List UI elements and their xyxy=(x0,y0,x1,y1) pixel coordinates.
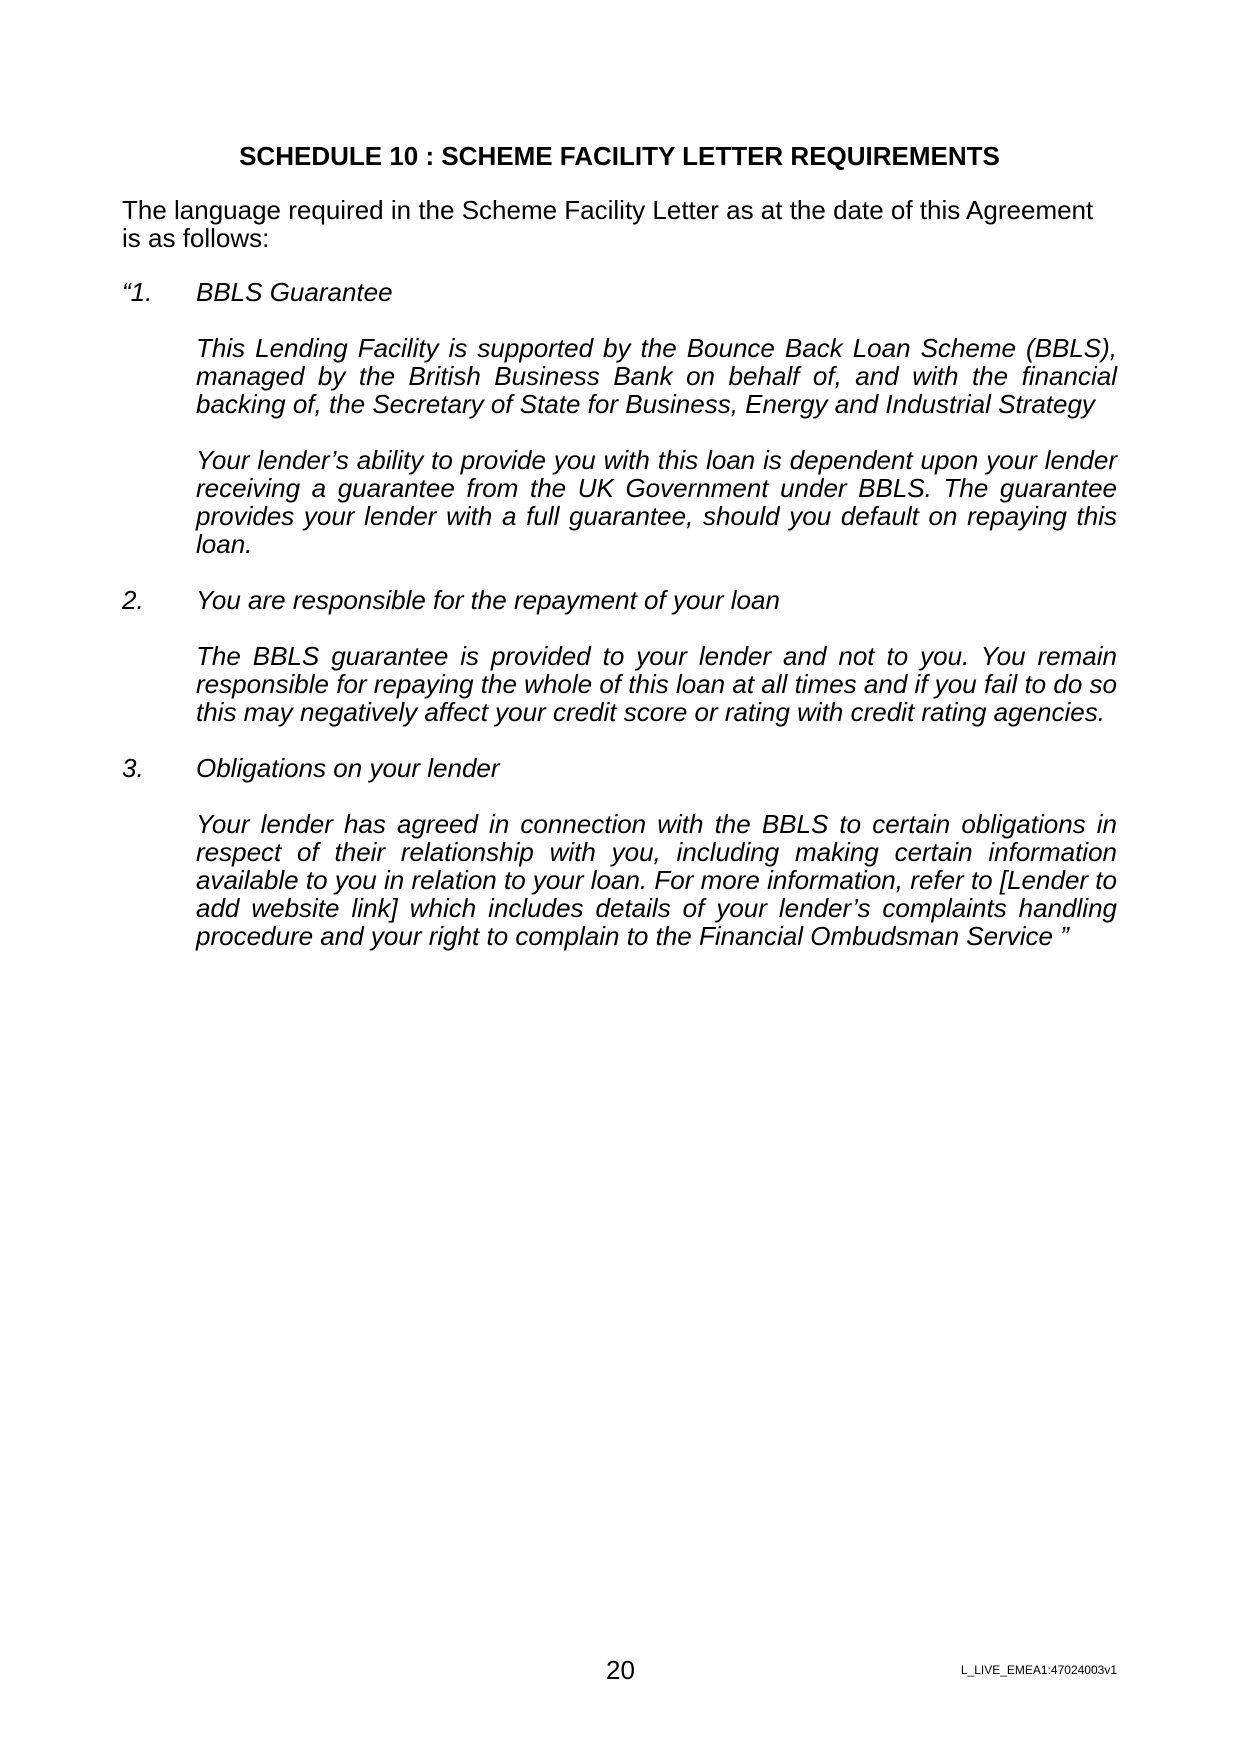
page-number: 20 xyxy=(606,1655,635,1685)
section-heading-row xyxy=(122,278,1117,306)
section-paragraph: Your lender has agreed in connection with the BBLS to certain obligations in respect of their relationship with you, including making certain information available to you in relation to your loan. For more information, refer to [Lender to add website link] which includes details of your lender’s complaints handling procedure and your right to complain to the Financial Ombudsman Service ” xyxy=(196,809,1117,951)
section-heading: BBLS Guarantee xyxy=(196,277,393,307)
section-paragraph: This Lending Facility is supported by the Bounce Back Loan Scheme (BBLS), managed by the British Business Bank on behalf of, and with the financial backing of, the Secretary of State for Business, Energy and Industrial Strategy xyxy=(196,333,1117,419)
section-number: “1. xyxy=(122,277,153,307)
section-lender-obligations xyxy=(122,754,1117,950)
page-title: SCHEDULE 10 : SCHEME FACILITY LETTER REQUIREMENTS xyxy=(239,141,1000,171)
page-footer xyxy=(0,1656,1241,1684)
document-reference: L_LIVE_EMEA1:47024003v1 xyxy=(960,1663,1117,1677)
section-heading: Obligations on your lender xyxy=(196,753,500,783)
document-body xyxy=(122,0,1117,978)
section-heading-row xyxy=(122,754,1117,782)
section-number: 2. xyxy=(122,585,144,615)
section-bbls-guarantee xyxy=(122,278,1117,558)
section-paragraph: The BBLS guarantee is provided to your lender and not to you. You remain responsible for repaying the whole of this loan at all times and if you fail to do so this may negatively affect your credit score or rating with credit rating agencies. xyxy=(196,641,1117,727)
section-heading-row xyxy=(122,586,1117,614)
section-repayment-responsibility xyxy=(122,586,1117,726)
section-number: 3. xyxy=(122,753,144,783)
section-heading: You are responsible for the repayment of your loan xyxy=(196,585,780,615)
section-paragraph: Your lender’s ability to provide you with this loan is dependent upon your lender receiving a guarantee from the UK Government under BBLS. The guarantee provides your lender with a full guarantee, should you default on repaying this loan. xyxy=(196,445,1117,559)
intro-paragraph: The language required in the Scheme Facility Letter as at the date of this Agreement is as follows: xyxy=(122,195,1094,253)
